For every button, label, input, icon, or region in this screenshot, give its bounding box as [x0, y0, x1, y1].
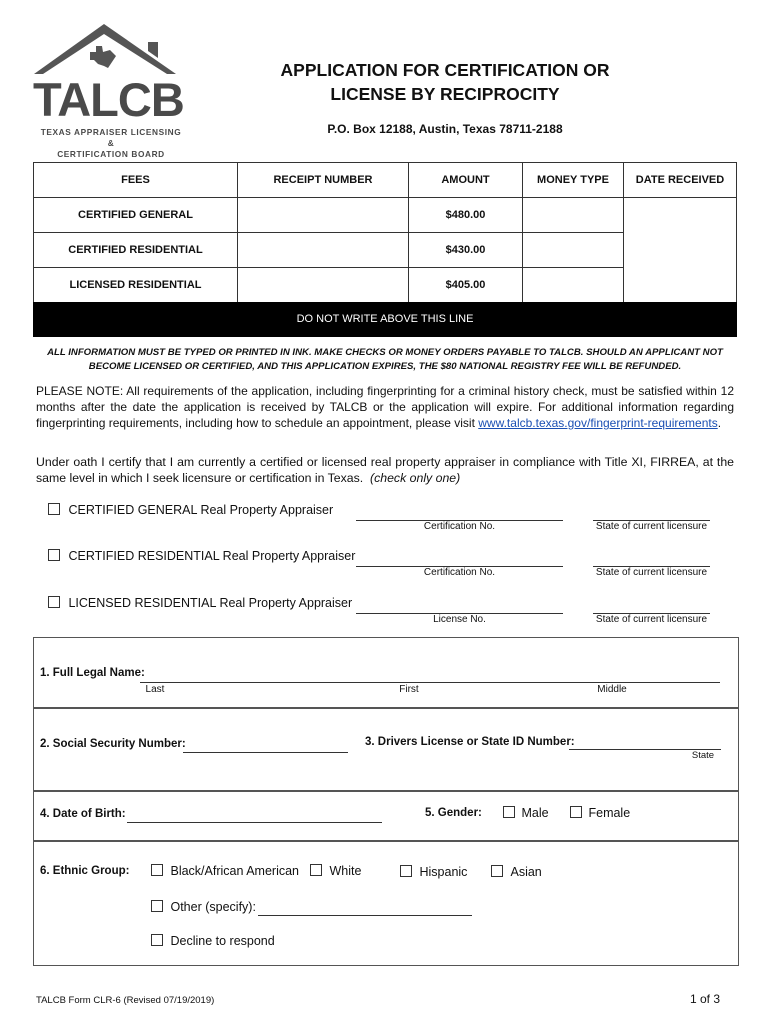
ethnic-option-other[interactable]: Other (specify): — [151, 900, 256, 914]
certification-number-field[interactable] — [356, 505, 563, 521]
header-fees: FEES — [34, 163, 238, 198]
checkbox-decline[interactable] — [151, 934, 163, 946]
state-of-licensure-field[interactable] — [593, 551, 710, 567]
option-certified-general[interactable]: CERTIFIED GENERAL Real Property Appraiser — [48, 503, 333, 517]
gender-female-option[interactable]: Female — [570, 806, 630, 820]
state-of-licensure-label: State of current licensure — [595, 614, 708, 625]
certification-number-label: Certification No. — [423, 567, 496, 578]
money-type-cell — [523, 198, 624, 233]
checkbox-black-african-american[interactable] — [151, 864, 163, 876]
ethnic-option-decline[interactable]: Decline to respond — [151, 934, 275, 948]
page-number: 1 of 3 — [690, 992, 721, 1006]
date-received-cell — [624, 198, 737, 303]
fee-name: CERTIFIED RESIDENTIAL — [34, 233, 238, 268]
oath-hint: (check only one) — [370, 471, 461, 485]
header-date-received: DATE RECEIVED — [624, 163, 737, 198]
last-name-label: Last — [145, 684, 165, 695]
receipt-number-cell — [238, 233, 409, 268]
receipt-number-cell — [238, 198, 409, 233]
logo-wordmark: TALCB — [33, 73, 184, 126]
money-type-cell — [523, 233, 624, 268]
talcb-logo-house-icon — [30, 20, 190, 80]
oath-paragraph: Under oath I certify that I am currently a certified or licensed real property appraiser in compliance with Title XI, FIRREA, at the same level in which I seek licensure or certification in Texas. (check only one) — [36, 455, 734, 485]
state-of-licensure-field[interactable] — [593, 505, 710, 521]
please-note-paragraph: PLEASE NOTE: All requirements of the application, including fingerprinting for a criminal history check, must be satisfied within 12 months after the date the application is received by TALCB or the application will expire. For additional information regarding fingerprinting requirements, including how to schedule an appointment, please visit www.talcb.texas.gov/fingerprint-requirements. — [36, 384, 734, 430]
form-id: TALCB Form CLR-6 (Revised 07/19/2019) — [36, 995, 215, 1006]
license-number-field[interactable] — [356, 598, 563, 614]
state-of-licensure-field[interactable] — [593, 598, 710, 614]
checkbox-asian[interactable] — [491, 865, 503, 877]
money-type-cell — [523, 268, 624, 303]
fee-name: CERTIFIED GENERAL — [34, 198, 238, 233]
mailing-address: P.O. Box 12188, Austin, Texas 78711-2188 — [327, 122, 563, 136]
payment-notice: ALL INFORMATION MUST BE TYPED OR PRINTED IN INK. MAKE CHECKS OR MONEY ORDERS PAYABLE TO TALCB. SHOULD AN APPLICANT NOT BECOME LICENSED OR CERTIFIED, AND THIS APPLICATION EXPIRES, THE $80 NATIONAL REGISTRY FEE WILL BE REFUNDED. — [47, 347, 723, 372]
checkbox-hispanic[interactable] — [400, 865, 412, 877]
option-licensed-residential[interactable]: LICENSED RESIDENTIAL Real Property Appraiser — [48, 596, 352, 610]
header-money-type: MONEY TYPE — [523, 163, 624, 198]
ethnic-group-label: 6. Ethnic Group: — [40, 865, 130, 877]
checkbox-female[interactable] — [570, 806, 582, 818]
certification-number-field[interactable] — [356, 551, 563, 567]
first-name-label: First — [399, 684, 419, 695]
texas-shape — [90, 46, 116, 68]
checkbox-certified-residential[interactable] — [48, 549, 60, 561]
ethnic-option-asian[interactable]: Asian — [491, 865, 542, 879]
fee-name: LICENSED RESIDENTIAL — [34, 268, 238, 303]
gender-label: 5. Gender: — [425, 807, 482, 819]
option-certified-residential[interactable]: CERTIFIED RESIDENTIAL Real Property Appraiser — [48, 549, 355, 563]
form-title: APPLICATION FOR CERTIFICATION OR LICENSE BY RECIPROCITY — [280, 60, 610, 104]
dob-label: 4. Date of Birth: — [40, 808, 126, 820]
certification-number-label: Certification No. — [423, 521, 496, 532]
do-not-write-banner: DO NOT WRITE ABOVE THIS LINE — [33, 302, 737, 337]
table-row — [34, 198, 737, 233]
full-name-field[interactable] — [140, 668, 720, 683]
middle-name-label: Middle — [597, 684, 627, 695]
full-name-label: 1. Full Legal Name: — [40, 667, 145, 679]
other-specify-field[interactable] — [258, 901, 472, 916]
ethnic-option-black[interactable]: Black/African American — [151, 864, 299, 878]
checkbox-white[interactable] — [310, 864, 322, 876]
receipt-number-cell — [238, 268, 409, 303]
fingerprint-requirements-link[interactable]: www.talcb.texas.gov/fingerprint-requirements — [478, 416, 718, 430]
checkbox-male[interactable] — [503, 806, 515, 818]
ssn-field[interactable] — [183, 739, 348, 753]
checkbox-other[interactable] — [151, 900, 163, 912]
drivers-license-state-label: State — [691, 750, 715, 761]
checkbox-licensed-residential[interactable] — [48, 596, 60, 608]
logo-subtitle: TEXAS APPRAISER LICENSING & CERTIFICATION BOARD — [40, 127, 182, 159]
ethnic-option-white[interactable]: White — [310, 864, 361, 878]
drivers-license-label: 3. Drivers License or State ID Number: — [365, 736, 575, 748]
dob-field[interactable] — [127, 809, 382, 823]
gender-male-option[interactable]: Male — [503, 806, 549, 820]
state-of-licensure-label: State of current licensure — [595, 567, 708, 578]
fee-amount: $405.00 — [409, 268, 523, 303]
fee-amount: $430.00 — [409, 233, 523, 268]
state-of-licensure-label: State of current licensure — [595, 521, 708, 532]
checkbox-certified-general[interactable] — [48, 503, 60, 515]
fee-amount: $480.00 — [409, 198, 523, 233]
license-number-label: License No. — [433, 614, 486, 625]
header-amount: AMOUNT — [409, 163, 523, 198]
drivers-license-field[interactable] — [569, 736, 721, 750]
ssn-label: 2. Social Security Number: — [40, 738, 186, 750]
fees-table-header — [34, 163, 737, 198]
header-receipt-number: RECEIPT NUMBER — [238, 163, 409, 198]
ethnic-option-hispanic[interactable]: Hispanic — [400, 865, 467, 879]
fees-table — [33, 162, 737, 303]
